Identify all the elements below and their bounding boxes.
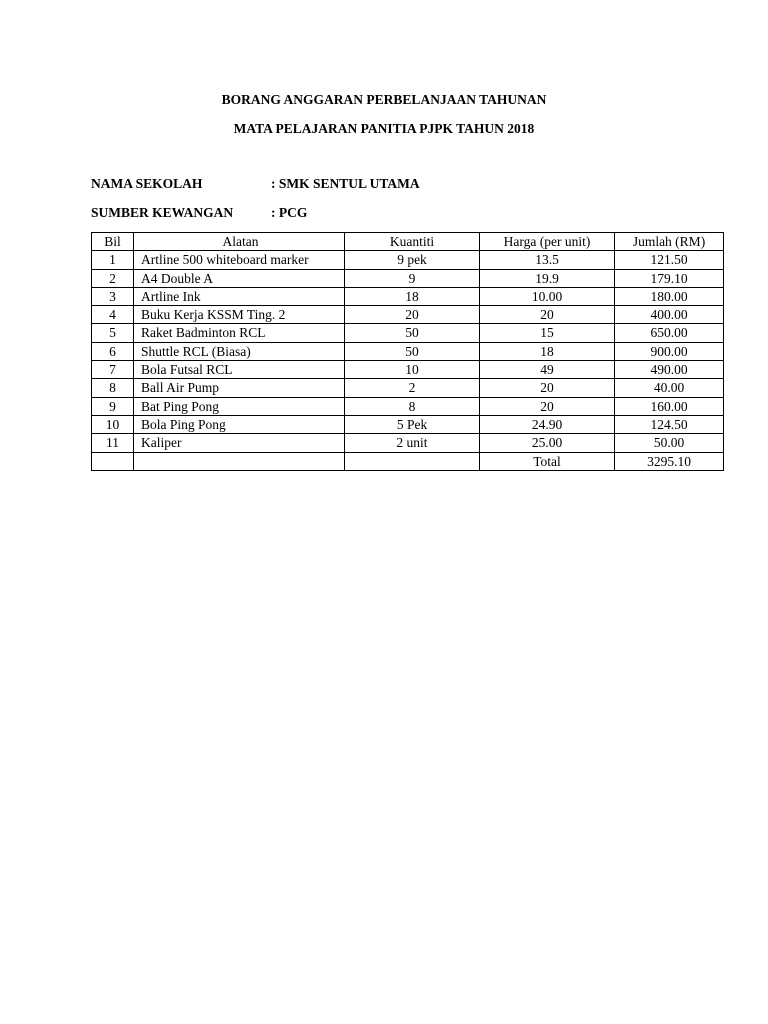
table-row bbox=[92, 434, 724, 452]
cell-amount: 50.00 bbox=[615, 434, 724, 452]
cell-price: 13.5 bbox=[480, 251, 615, 269]
table-row bbox=[92, 306, 724, 324]
table-row bbox=[92, 397, 724, 415]
cell-bil: 8 bbox=[92, 379, 134, 397]
cell-amount: 124.50 bbox=[615, 415, 724, 433]
cell-bil: 2 bbox=[92, 269, 134, 287]
total-value: 3295.10 bbox=[615, 452, 724, 470]
cell-price: 15 bbox=[480, 324, 615, 342]
cell-bil: 9 bbox=[92, 397, 134, 415]
cell-bil: 7 bbox=[92, 361, 134, 379]
funding-label: SUMBER KEWANGAN bbox=[91, 205, 234, 220]
table-row bbox=[92, 342, 724, 360]
cell-bil: 1 bbox=[92, 251, 134, 269]
cell-item: Bat Ping Pong bbox=[134, 397, 345, 415]
document-title: BORANG ANGGARAN PERBELANJAAN TAHUNAN bbox=[221, 92, 547, 107]
budget-table bbox=[91, 232, 724, 471]
total-label: Total bbox=[480, 452, 615, 470]
cell-qty: 20 bbox=[345, 306, 480, 324]
cell-price: 18 bbox=[480, 342, 615, 360]
cell-item: A4 Double A bbox=[134, 269, 345, 287]
cell-amount: 121.50 bbox=[615, 251, 724, 269]
cell-amount: 179.10 bbox=[615, 269, 724, 287]
cell-item: Shuttle RCL (Biasa) bbox=[134, 342, 345, 360]
cell-price: 24.90 bbox=[480, 415, 615, 433]
cell-bil: 10 bbox=[92, 415, 134, 433]
cell-amount: 400.00 bbox=[615, 306, 724, 324]
cell-price: 19.9 bbox=[480, 269, 615, 287]
header-amount: Jumlah (RM) bbox=[615, 233, 724, 251]
cell-amount: 160.00 bbox=[615, 397, 724, 415]
cell-price: 10.00 bbox=[480, 287, 615, 305]
cell-qty: 2 bbox=[345, 379, 480, 397]
school-value: : SMK SENTUL UTAMA bbox=[271, 176, 420, 191]
header-price: Harga (per unit) bbox=[480, 233, 615, 251]
table-total-row bbox=[92, 452, 724, 470]
cell-qty: 9 bbox=[345, 269, 480, 287]
cell-item: Buku Kerja KSSM Ting. 2 bbox=[134, 306, 345, 324]
table-row bbox=[92, 361, 724, 379]
table-header-row bbox=[92, 233, 724, 251]
cell-price: 49 bbox=[480, 361, 615, 379]
cell-qty: 5 Pek bbox=[345, 415, 480, 433]
cell-amount: 490.00 bbox=[615, 361, 724, 379]
cell-item: Artline 500 whiteboard marker bbox=[134, 251, 345, 269]
table-row bbox=[92, 379, 724, 397]
cell-amount: 900.00 bbox=[615, 342, 724, 360]
cell-item: Ball Air Pump bbox=[134, 379, 345, 397]
header-bil: Bil bbox=[92, 233, 134, 251]
cell-price: 20 bbox=[480, 306, 615, 324]
cell-item: Bola Ping Pong bbox=[134, 415, 345, 433]
cell-item: Bola Futsal RCL bbox=[134, 361, 345, 379]
cell-amount: 180.00 bbox=[615, 287, 724, 305]
cell-qty: 10 bbox=[345, 361, 480, 379]
cell-bil: 3 bbox=[92, 287, 134, 305]
cell-qty: 18 bbox=[345, 287, 480, 305]
table-row bbox=[92, 251, 724, 269]
cell-qty: 9 pek bbox=[345, 251, 480, 269]
table-row bbox=[92, 287, 724, 305]
cell-bil: 6 bbox=[92, 342, 134, 360]
header-qty: Kuantiti bbox=[345, 233, 480, 251]
cell-qty: 2 unit bbox=[345, 434, 480, 452]
cell-item: Kaliper bbox=[134, 434, 345, 452]
cell-bil: 5 bbox=[92, 324, 134, 342]
table-row bbox=[92, 324, 724, 342]
total-empty-item bbox=[134, 452, 345, 470]
cell-qty: 50 bbox=[345, 342, 480, 360]
cell-price: 20 bbox=[480, 379, 615, 397]
school-info-row bbox=[91, 176, 420, 192]
school-label: NAMA SEKOLAH bbox=[91, 176, 203, 191]
cell-amount: 650.00 bbox=[615, 324, 724, 342]
header-item: Alatan bbox=[134, 233, 345, 251]
funding-value: : PCG bbox=[271, 205, 308, 220]
cell-item: Artline Ink bbox=[134, 287, 345, 305]
table-row bbox=[92, 269, 724, 287]
total-empty-bil bbox=[92, 452, 134, 470]
funding-info-row bbox=[91, 205, 307, 221]
cell-bil: 4 bbox=[92, 306, 134, 324]
cell-amount: 40.00 bbox=[615, 379, 724, 397]
cell-qty: 8 bbox=[345, 397, 480, 415]
cell-price: 25.00 bbox=[480, 434, 615, 452]
cell-item: Raket Badminton RCL bbox=[134, 324, 345, 342]
table-row bbox=[92, 415, 724, 433]
cell-qty: 50 bbox=[345, 324, 480, 342]
total-empty-qty bbox=[345, 452, 480, 470]
cell-bil: 11 bbox=[92, 434, 134, 452]
document-subtitle: MATA PELAJARAN PANITIA PJPK TAHUN 2018 bbox=[233, 121, 535, 136]
cell-price: 20 bbox=[480, 397, 615, 415]
